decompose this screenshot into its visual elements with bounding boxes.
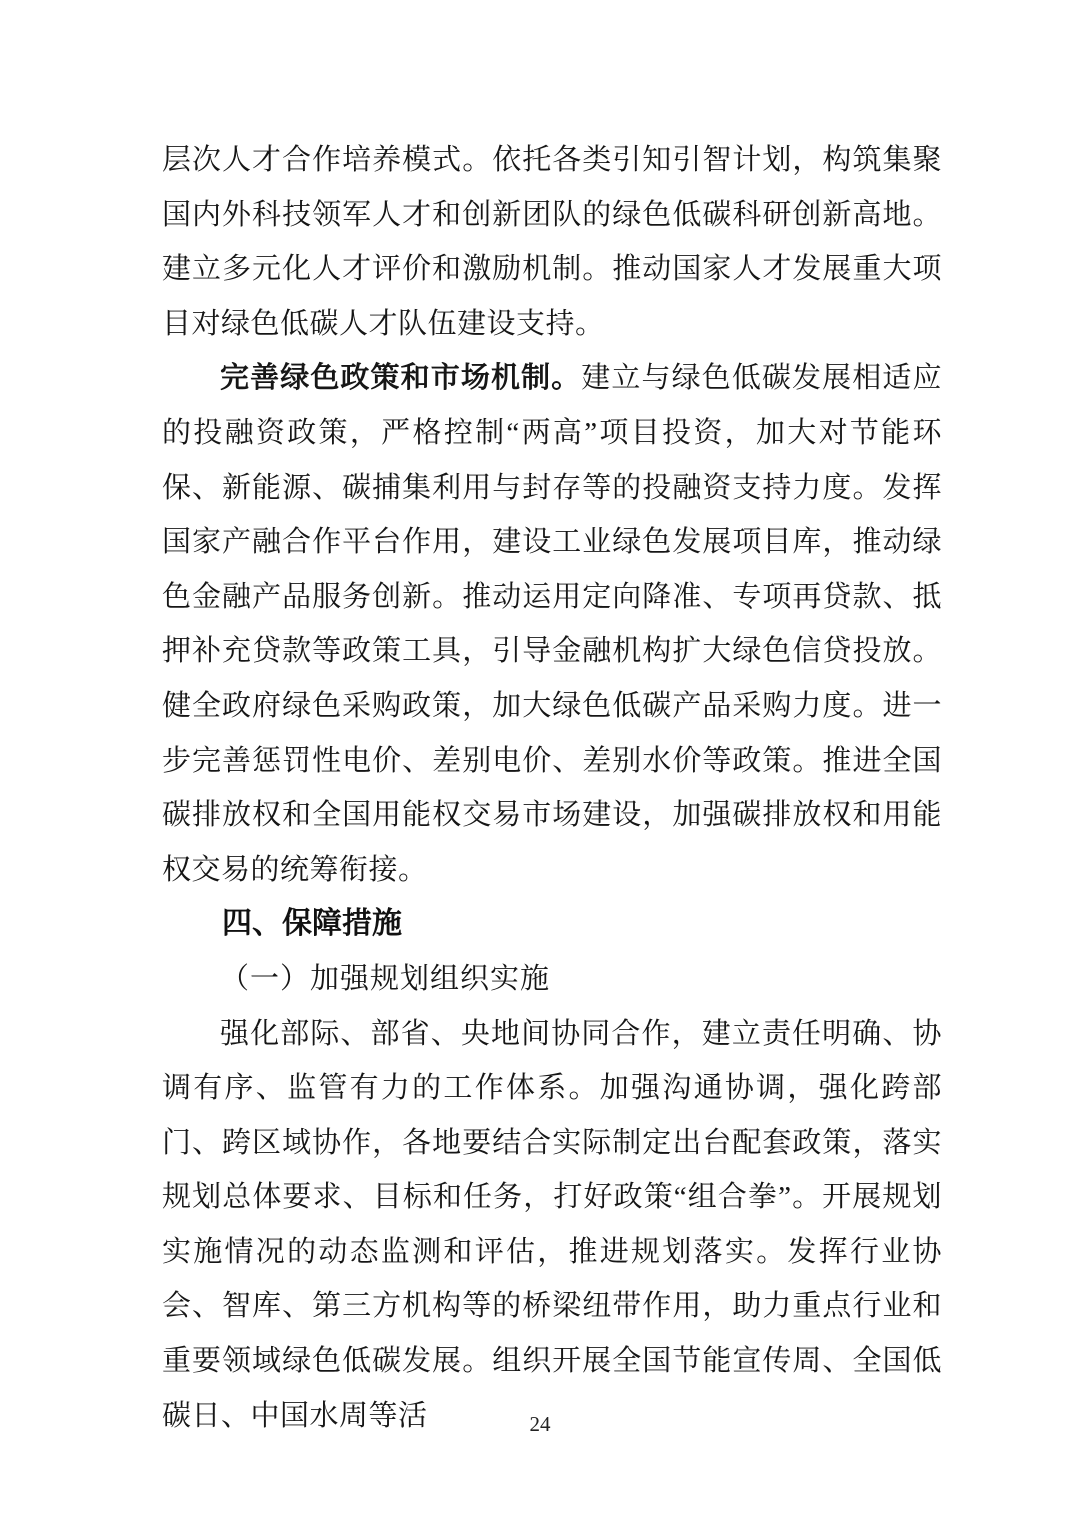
document-content <box>162 133 942 1443</box>
section-heading-safeguard-measures: 四、保障措施 <box>222 907 402 941</box>
page-number: 24 <box>529 1412 551 1436</box>
paragraph-bold-lead: 完善绿色政策和市场机制。 <box>220 362 582 395</box>
paragraph-talent-cultivation: 层次人才合作培养模式。依托各类引知引智计划，构筑集聚国内外科技领军人才和创新团队的绿色低碳科研创新高地。建立多元化人才评价和激励机制。推动国家人才发展重大项目对绿色低碳人才队伍建设支持。 <box>162 144 942 340</box>
paragraph-green-policy-market <box>162 351 942 897</box>
paragraph-green-policy-body: 建立与绿色低碳发展相适应的投融资政策，严格控制“两高”项目投资，加大对节能环保、新能源、碳捕集利用与封存等的投融资支持力度。发挥国家产融合作平台作用，建设工业绿色发展项目库，推动绿色金融产品服务创新。推动运用定向降准、专项再贷款、抵押补充贷款等政策工具，引导金融机构扩大绿色信贷投放。健全政府绿色采购政策，加大绿色低碳产品采购力度。进一步完善惩罚性电价、差别电价、差别水价等政策。推进全国碳排放权和全国用能权交易市场建设，加强碳排放权和用能权交易的统筹衔接。 <box>162 362 942 886</box>
subsection-heading-planning-implementation: （一）加强规划组织实施 <box>220 962 551 995</box>
paragraph-coordination-implementation: 强化部际、部省、央地间协同合作，建立责任明确、协调有序、监管有力的工作体系。加强沟通协调，强化跨部门、跨区域协作，各地要结合实际制定出台配套政策，落实规划总体要求、目标和任务，打好政策“组合拳”。开展规划实施情况的动态监测和评估，推进规划落实。发挥行业协会、智库、第三方机构等的桥梁纽带作用，助力重点行业和重要领域绿色低碳发展。组织开展全国节能宣传周、全国低碳日、中国水周等活 <box>162 1017 942 1432</box>
